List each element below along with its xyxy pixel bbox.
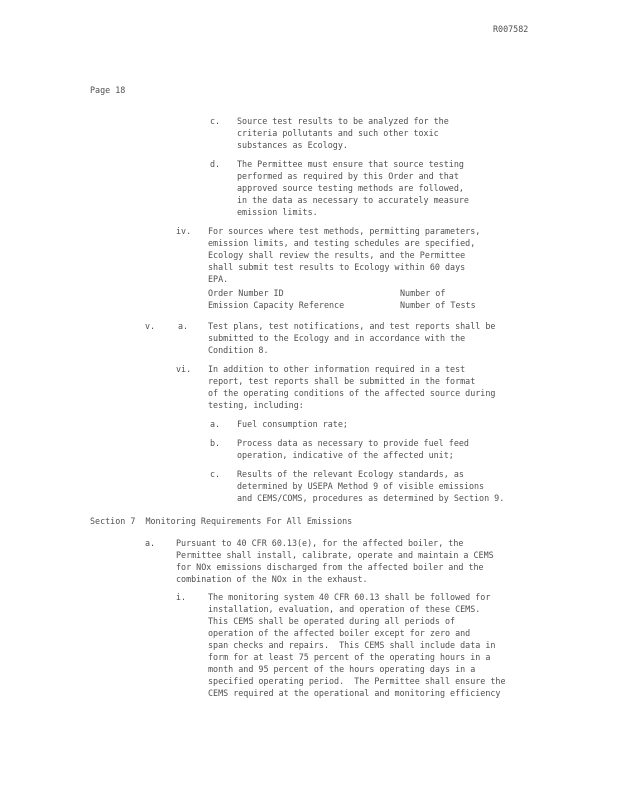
item-a-line: Pursuant to 40 CFR 60.13(e), for the affected boiler, the bbox=[176, 538, 464, 548]
page-label: Page 18 bbox=[90, 85, 126, 95]
item-vi-label: vi. bbox=[176, 364, 192, 374]
item-vi-line: testing, including: bbox=[208, 400, 304, 410]
item-c-line: Source test results to be analyzed for the bbox=[237, 116, 449, 126]
item-d-line: approved source testing methods are followed, bbox=[237, 183, 464, 193]
item-v-sub-label: a. bbox=[178, 321, 189, 331]
item-d-line: emission limits. bbox=[237, 207, 318, 217]
item-a-label: a. bbox=[145, 538, 156, 548]
sub-b-label: b. bbox=[210, 438, 221, 448]
item-v-line: Condition 8. bbox=[208, 345, 269, 355]
item-v-label: v. bbox=[145, 321, 156, 331]
item-i-label: i. bbox=[176, 592, 187, 602]
sub-c-line: Results of the relevant Ecology standards, as bbox=[237, 469, 464, 479]
item-c-label: c. bbox=[210, 116, 221, 126]
item-i-line: operation of the affected boiler except for zero and bbox=[208, 628, 471, 638]
item-vi-line: In addition to other information required in a test bbox=[208, 364, 466, 374]
sub-b-line: operation, indicative of the affected unit; bbox=[237, 450, 454, 460]
item-iv-label: iv. bbox=[176, 226, 192, 236]
reference-right: Number of Tests bbox=[400, 300, 476, 310]
item-i-line: specified operating period. The Permittee shall ensure the bbox=[208, 676, 506, 686]
item-i-line: form for at least 75 percent of the operating hours in a bbox=[208, 652, 491, 662]
item-i-line: This CEMS shall be operated during all periods of bbox=[208, 616, 456, 626]
item-v-line: submitted to the Ecology and in accordance with the bbox=[208, 333, 466, 343]
item-iv-line: For sources where test methods, permitting parameters, bbox=[208, 226, 481, 236]
document-id: R007582 bbox=[493, 24, 529, 34]
item-iv-line: EPA. bbox=[208, 274, 229, 284]
sub-c-line: determined by USEPA Method 9 of visible emissions bbox=[237, 481, 485, 491]
item-i-line: CEMS required at the operational and monitoring efficiency bbox=[208, 688, 501, 698]
reference-left: Order Number ID bbox=[208, 288, 284, 298]
item-a-line: for NOx emissions discharged from the affected boiler and the bbox=[176, 562, 484, 572]
item-v-line: Test plans, test notifications, and test reports shall be bbox=[208, 321, 496, 331]
reference-left: Emission Capacity Reference bbox=[208, 300, 345, 310]
item-d-line: in the data as necessary to accurately measure bbox=[237, 195, 469, 205]
item-i-line: span checks and repairs. This CEMS shall include data in bbox=[208, 640, 496, 650]
item-vi-line: report, test reports shall be submitted in the format bbox=[208, 376, 476, 386]
item-d-line: The Permittee must ensure that source testing bbox=[237, 159, 464, 169]
item-a-line: Permittee shall install, calibrate, operate and maintain a CEMS bbox=[176, 550, 494, 560]
sub-a-label: a. bbox=[210, 419, 221, 429]
item-vi-line: of the operating conditions of the affected source during bbox=[208, 388, 496, 398]
item-a-line: combination of the NOx in the exhaust. bbox=[176, 574, 368, 584]
item-iv-line: shall submit test results to Ecology within 60 days bbox=[208, 262, 466, 272]
item-iv-line: Ecology shall review the results, and the Permittee bbox=[208, 250, 466, 260]
item-d-line: performed as required by this Order and that bbox=[237, 171, 459, 181]
item-i-line: The monitoring system 40 CFR 60.13 shall be followed for bbox=[208, 592, 491, 602]
sub-c-label: c. bbox=[210, 469, 221, 479]
item-iv-line: emission limits, and testing schedules are specified, bbox=[208, 238, 476, 248]
item-i-line: month and 95 percent of the hours operating days in a bbox=[208, 664, 476, 674]
item-c-line: criteria pollutants and such other toxic bbox=[237, 128, 439, 138]
sub-b-line: Process data as necessary to provide fuel feed bbox=[237, 438, 469, 448]
reference-right: Number of bbox=[400, 288, 446, 298]
sub-c-line: and CEMS/COMS, procedures as determined by Section 9. bbox=[237, 493, 505, 503]
item-d-label: d. bbox=[210, 159, 221, 169]
item-i-line: installation, evaluation, and operation of these CEMS. bbox=[208, 604, 481, 614]
section-title: Section 7 Monitoring Requirements For All Emissions bbox=[90, 516, 353, 526]
item-c-line: substances as Ecology. bbox=[237, 140, 348, 150]
sub-a-text: Fuel consumption rate; bbox=[237, 419, 348, 429]
